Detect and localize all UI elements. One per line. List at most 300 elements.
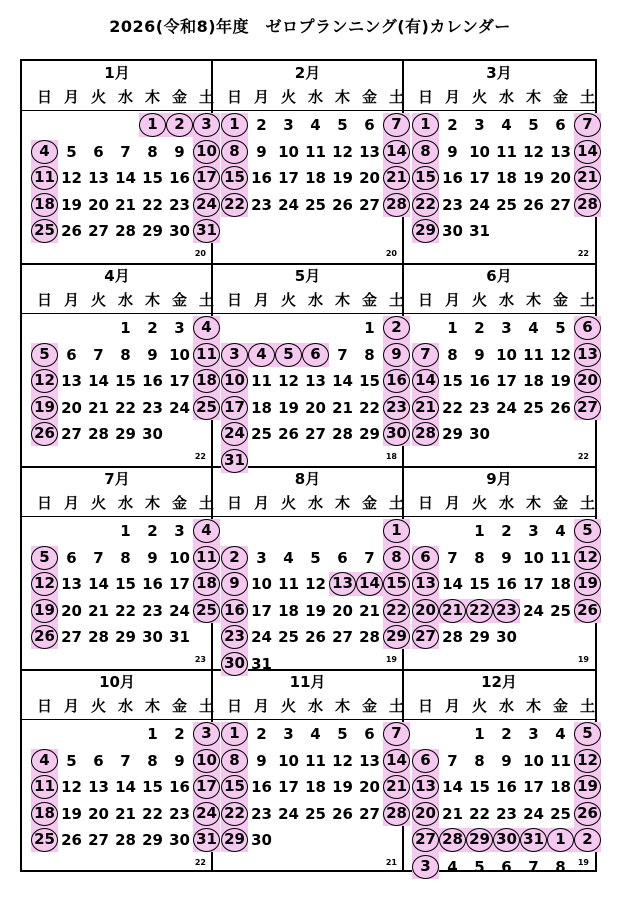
work-date: 2 bbox=[447, 116, 458, 134]
month-title: 4月 bbox=[104, 267, 130, 285]
weekday-header: 土 bbox=[198, 291, 214, 309]
weekday-header: 火 bbox=[280, 697, 296, 715]
work-date: 24 bbox=[169, 398, 190, 417]
weekday-header: 日 bbox=[417, 88, 433, 106]
work-date: 6 bbox=[364, 725, 375, 743]
header-divider bbox=[22, 313, 212, 314]
holiday-date: 12 bbox=[574, 749, 601, 773]
holiday-date: 9 bbox=[383, 343, 410, 367]
work-date: 30 bbox=[469, 425, 490, 443]
work-date: 2 bbox=[501, 725, 512, 743]
work-date: 17 bbox=[496, 372, 517, 390]
holiday-date: 10 bbox=[193, 140, 220, 164]
work-date: 5 bbox=[528, 116, 539, 134]
holiday-date: 15 bbox=[221, 775, 248, 799]
work-date: 12 bbox=[332, 142, 353, 161]
weekday-header: 金 bbox=[361, 697, 377, 715]
work-date: 21 bbox=[115, 195, 136, 214]
holiday-date: 6 bbox=[412, 546, 439, 570]
holiday-date: 24 bbox=[193, 802, 220, 826]
holiday-date: 30 bbox=[383, 422, 410, 446]
weekday-header: 月 bbox=[444, 291, 460, 309]
month-title: 10月 bbox=[99, 673, 135, 691]
holiday-date: 8 bbox=[221, 140, 248, 164]
holiday-date: 18 bbox=[193, 572, 220, 596]
work-date: 8 bbox=[147, 751, 158, 770]
work-date: 27 bbox=[61, 628, 82, 646]
weekday-header: 火 bbox=[280, 494, 296, 512]
weekday-header: 土 bbox=[198, 494, 214, 512]
holiday-date: 2 bbox=[166, 113, 193, 137]
weekday-header: 水 bbox=[117, 88, 133, 106]
work-date: 29 bbox=[142, 831, 163, 849]
work-date: 20 bbox=[332, 601, 353, 620]
work-date: 27 bbox=[332, 628, 353, 646]
holiday-date: 5 bbox=[31, 343, 58, 367]
work-date: 1 bbox=[474, 522, 485, 540]
weekday-header: 木 bbox=[525, 291, 541, 309]
holiday-date: 26 bbox=[31, 422, 58, 446]
holiday-date: 10 bbox=[193, 749, 220, 773]
work-date: 28 bbox=[115, 222, 136, 240]
work-date: 14 bbox=[88, 575, 109, 593]
work-date: 19 bbox=[278, 398, 299, 417]
work-date: 28 bbox=[332, 425, 353, 443]
holiday-date: 23 bbox=[221, 625, 248, 649]
holiday-date: 24 bbox=[193, 193, 220, 217]
month-block bbox=[22, 264, 217, 467]
holiday-date: 3 bbox=[221, 343, 248, 367]
header-divider bbox=[403, 313, 595, 314]
holiday-date: 11 bbox=[193, 546, 220, 570]
work-date: 3 bbox=[474, 116, 485, 134]
workday-count: 20 bbox=[385, 249, 397, 258]
weekday-header: 水 bbox=[498, 494, 514, 512]
work-date: 6 bbox=[555, 116, 566, 134]
weekday-header: 土 bbox=[388, 88, 404, 106]
holiday-date: 13 bbox=[412, 775, 439, 799]
work-date: 24 bbox=[169, 601, 190, 620]
work-date: 1 bbox=[120, 319, 131, 337]
work-date: 27 bbox=[88, 222, 109, 240]
work-date: 27 bbox=[88, 831, 109, 849]
month-block bbox=[403, 61, 598, 264]
work-date: 18 bbox=[278, 601, 299, 620]
work-date: 13 bbox=[359, 142, 380, 161]
holiday-date: 31 bbox=[193, 219, 220, 243]
work-date: 22 bbox=[142, 804, 163, 823]
work-date: 9 bbox=[256, 142, 267, 161]
work-date: 17 bbox=[169, 575, 190, 593]
work-date: 30 bbox=[496, 628, 517, 646]
work-date: 7 bbox=[337, 345, 348, 364]
work-date: 14 bbox=[115, 169, 136, 187]
workday-count: 19 bbox=[385, 655, 397, 664]
work-date: 27 bbox=[359, 804, 380, 823]
work-date: 26 bbox=[61, 831, 82, 849]
weekday-header: 月 bbox=[63, 494, 79, 512]
work-date: 20 bbox=[88, 804, 109, 823]
holiday-date: 3 bbox=[412, 855, 439, 879]
month-title: 12月 bbox=[481, 673, 517, 691]
weekday-header: 月 bbox=[63, 697, 79, 715]
holiday-date: 2 bbox=[574, 828, 601, 852]
holiday-date: 31 bbox=[193, 828, 220, 852]
work-date: 11 bbox=[278, 575, 299, 593]
work-date: 19 bbox=[332, 778, 353, 796]
work-date: 18 bbox=[496, 169, 517, 187]
holiday-date: 28 bbox=[383, 802, 410, 826]
work-date: 24 bbox=[251, 628, 272, 646]
work-date: 25 bbox=[251, 425, 272, 443]
work-date: 6 bbox=[337, 548, 348, 567]
work-date: 12 bbox=[550, 345, 571, 364]
work-date: 20 bbox=[359, 778, 380, 796]
holiday-date: 1 bbox=[221, 113, 248, 137]
work-date: 3 bbox=[528, 522, 539, 540]
weekday-header: 木 bbox=[334, 697, 350, 715]
work-date: 7 bbox=[364, 548, 375, 567]
work-date: 28 bbox=[115, 831, 136, 849]
work-date: 19 bbox=[523, 169, 544, 187]
holiday-date: 20 bbox=[412, 599, 439, 623]
work-date: 29 bbox=[469, 628, 490, 646]
weekday-header: 金 bbox=[552, 494, 568, 512]
weekday-header: 土 bbox=[579, 88, 595, 106]
weekday-header: 土 bbox=[388, 697, 404, 715]
work-date: 25 bbox=[523, 398, 544, 417]
work-date: 29 bbox=[359, 425, 380, 443]
work-date: 15 bbox=[442, 372, 463, 390]
weekday-header: 木 bbox=[334, 494, 350, 512]
holiday-date: 1 bbox=[547, 828, 574, 852]
work-date: 23 bbox=[251, 195, 272, 214]
work-date: 10 bbox=[169, 345, 190, 364]
work-date: 4 bbox=[283, 548, 294, 567]
work-date: 22 bbox=[115, 601, 136, 620]
work-date: 26 bbox=[278, 425, 299, 443]
month-block bbox=[22, 467, 217, 670]
weekday-header: 日 bbox=[417, 494, 433, 512]
holiday-date: 26 bbox=[574, 802, 601, 826]
work-date: 30 bbox=[169, 222, 190, 240]
holiday-date: 28 bbox=[383, 193, 410, 217]
holiday-date: 10 bbox=[221, 369, 248, 393]
header-divider bbox=[212, 719, 403, 720]
work-date: 19 bbox=[61, 195, 82, 214]
work-date: 11 bbox=[305, 142, 326, 161]
holiday-date: 25 bbox=[31, 219, 58, 243]
work-date: 1 bbox=[364, 319, 375, 337]
work-date: 23 bbox=[142, 398, 163, 417]
header-divider bbox=[22, 719, 212, 720]
work-date: 13 bbox=[305, 372, 326, 390]
holiday-date: 18 bbox=[31, 193, 58, 217]
holiday-date: 14 bbox=[383, 140, 410, 164]
work-date: 27 bbox=[61, 425, 82, 443]
weekday-header: 土 bbox=[388, 494, 404, 512]
work-date: 18 bbox=[550, 778, 571, 796]
work-date: 9 bbox=[474, 345, 485, 364]
weekday-header: 金 bbox=[171, 291, 187, 309]
holiday-date: 19 bbox=[31, 396, 58, 420]
month-title: 6月 bbox=[486, 267, 512, 285]
month-block bbox=[212, 61, 407, 264]
weekday-header: 火 bbox=[90, 88, 106, 106]
weekday-header: 日 bbox=[226, 88, 242, 106]
work-date: 21 bbox=[88, 398, 109, 417]
holiday-date: 18 bbox=[193, 369, 220, 393]
workday-count: 19 bbox=[577, 858, 589, 867]
work-date: 13 bbox=[61, 575, 82, 593]
work-date: 16 bbox=[442, 169, 463, 187]
work-date: 28 bbox=[88, 628, 109, 646]
work-date: 26 bbox=[550, 398, 571, 417]
work-date: 6 bbox=[364, 116, 375, 134]
work-date: 14 bbox=[88, 372, 109, 390]
work-date: 17 bbox=[523, 575, 544, 593]
header-divider bbox=[22, 110, 212, 111]
weekday-header: 月 bbox=[253, 88, 269, 106]
work-date: 6 bbox=[93, 751, 104, 770]
work-date: 15 bbox=[469, 575, 490, 593]
workday-count: 22 bbox=[577, 452, 589, 461]
work-date: 5 bbox=[337, 116, 348, 134]
work-date: 4 bbox=[555, 725, 566, 743]
holiday-date: 11 bbox=[193, 343, 220, 367]
work-date: 24 bbox=[278, 195, 299, 214]
work-date: 18 bbox=[523, 372, 544, 390]
work-date: 22 bbox=[115, 398, 136, 417]
work-date: 5 bbox=[474, 857, 485, 876]
holiday-date: 12 bbox=[31, 572, 58, 596]
holiday-date: 23 bbox=[493, 599, 520, 623]
holiday-date: 27 bbox=[412, 625, 439, 649]
holiday-date: 15 bbox=[412, 166, 439, 190]
work-date: 11 bbox=[550, 751, 571, 770]
work-date: 15 bbox=[115, 575, 136, 593]
weekday-header: 月 bbox=[444, 494, 460, 512]
work-date: 13 bbox=[88, 169, 109, 187]
work-date: 17 bbox=[523, 778, 544, 796]
work-date: 7 bbox=[93, 345, 104, 364]
holiday-date: 20 bbox=[574, 369, 601, 393]
work-date: 5 bbox=[66, 142, 77, 161]
work-date: 10 bbox=[169, 548, 190, 567]
work-date: 16 bbox=[142, 372, 163, 390]
month-title: 1月 bbox=[104, 64, 130, 82]
work-date: 7 bbox=[120, 751, 131, 770]
work-date: 19 bbox=[305, 601, 326, 620]
holiday-date: 30 bbox=[493, 828, 520, 852]
work-date: 11 bbox=[523, 345, 544, 364]
holiday-date: 18 bbox=[31, 802, 58, 826]
holiday-date: 23 bbox=[383, 396, 410, 420]
work-date: 22 bbox=[442, 398, 463, 417]
weekday-header: 水 bbox=[117, 494, 133, 512]
work-date: 18 bbox=[550, 575, 571, 593]
work-date: 12 bbox=[305, 575, 326, 593]
work-date: 15 bbox=[142, 778, 163, 796]
weekday-header: 月 bbox=[444, 88, 460, 106]
month-block bbox=[403, 670, 598, 876]
work-date: 20 bbox=[61, 398, 82, 417]
work-date: 16 bbox=[251, 169, 272, 187]
weekday-header: 木 bbox=[144, 494, 160, 512]
header-divider bbox=[212, 313, 403, 314]
work-date: 9 bbox=[147, 548, 158, 567]
work-date: 17 bbox=[469, 169, 490, 187]
holiday-date: 17 bbox=[193, 775, 220, 799]
holiday-date: 12 bbox=[574, 546, 601, 570]
work-date: 28 bbox=[88, 425, 109, 443]
weekday-header: 日 bbox=[226, 291, 242, 309]
weekday-header: 月 bbox=[63, 88, 79, 106]
weekday-header: 土 bbox=[198, 88, 214, 106]
work-date: 9 bbox=[501, 548, 512, 567]
work-date: 26 bbox=[332, 804, 353, 823]
work-date: 17 bbox=[278, 169, 299, 187]
holiday-date: 19 bbox=[31, 599, 58, 623]
weekday-header: 日 bbox=[36, 494, 52, 512]
work-date: 8 bbox=[474, 751, 485, 770]
holiday-date: 7 bbox=[383, 722, 410, 746]
work-date: 11 bbox=[550, 548, 571, 567]
work-date: 18 bbox=[305, 169, 326, 187]
work-date: 27 bbox=[550, 195, 571, 214]
weekday-header: 木 bbox=[334, 291, 350, 309]
work-date: 8 bbox=[147, 142, 158, 161]
work-date: 30 bbox=[169, 831, 190, 849]
weekday-header: 水 bbox=[117, 697, 133, 715]
month-block bbox=[212, 264, 407, 469]
work-date: 23 bbox=[496, 804, 517, 823]
weekday-header: 金 bbox=[361, 494, 377, 512]
work-date: 9 bbox=[147, 345, 158, 364]
work-date: 13 bbox=[359, 751, 380, 770]
work-date: 2 bbox=[501, 522, 512, 540]
work-date: 4 bbox=[310, 116, 321, 134]
work-date: 4 bbox=[310, 725, 321, 743]
work-date: 14 bbox=[115, 778, 136, 796]
work-date: 20 bbox=[61, 601, 82, 620]
work-date: 21 bbox=[359, 601, 380, 620]
work-date: 31 bbox=[469, 222, 490, 240]
work-date: 23 bbox=[142, 601, 163, 620]
work-date: 12 bbox=[523, 142, 544, 161]
work-date: 30 bbox=[442, 222, 463, 240]
holiday-date: 22 bbox=[412, 193, 439, 217]
work-date: 9 bbox=[174, 751, 185, 770]
weekday-header: 金 bbox=[361, 88, 377, 106]
work-date: 24 bbox=[278, 804, 299, 823]
holiday-date: 8 bbox=[383, 546, 410, 570]
month-title: 11月 bbox=[289, 673, 326, 691]
weekday-header: 金 bbox=[361, 291, 377, 309]
work-date: 10 bbox=[469, 142, 490, 161]
work-date: 16 bbox=[169, 169, 190, 187]
work-date: 22 bbox=[142, 195, 163, 214]
month-title: 9月 bbox=[486, 470, 512, 488]
workday-count: 22 bbox=[194, 452, 206, 461]
holiday-date: 28 bbox=[574, 193, 601, 217]
month-title: 3月 bbox=[486, 64, 512, 82]
holiday-date: 17 bbox=[221, 396, 248, 420]
holiday-date: 8 bbox=[221, 749, 248, 773]
work-date: 20 bbox=[88, 195, 109, 214]
month-block bbox=[22, 670, 217, 873]
holiday-date: 5 bbox=[574, 519, 601, 543]
holiday-date: 3 bbox=[193, 722, 220, 746]
weekday-header: 木 bbox=[525, 697, 541, 715]
work-date: 1 bbox=[120, 522, 131, 540]
work-date: 26 bbox=[523, 195, 544, 214]
work-date: 12 bbox=[332, 751, 353, 770]
holiday-date: 25 bbox=[193, 396, 220, 420]
work-date: 23 bbox=[442, 195, 463, 214]
header-divider bbox=[212, 516, 403, 517]
work-date: 8 bbox=[364, 345, 375, 364]
weekday-header: 日 bbox=[417, 291, 433, 309]
month-block bbox=[403, 264, 598, 467]
work-date: 23 bbox=[169, 195, 190, 214]
weekday-header: 木 bbox=[144, 697, 160, 715]
work-date: 26 bbox=[305, 628, 326, 646]
weekday-header: 金 bbox=[171, 697, 187, 715]
work-date: 25 bbox=[278, 628, 299, 646]
work-date: 17 bbox=[278, 778, 299, 796]
work-date: 8 bbox=[120, 345, 131, 364]
work-date: 23 bbox=[469, 398, 490, 417]
work-date: 25 bbox=[496, 195, 517, 214]
work-date: 10 bbox=[523, 548, 544, 567]
holiday-date: 4 bbox=[248, 343, 275, 367]
holiday-date: 20 bbox=[412, 802, 439, 826]
header-divider bbox=[22, 516, 212, 517]
weekday-header: 火 bbox=[90, 291, 106, 309]
work-date: 21 bbox=[332, 398, 353, 417]
work-date: 28 bbox=[442, 628, 463, 646]
work-date: 19 bbox=[332, 169, 353, 187]
work-date: 13 bbox=[550, 142, 571, 161]
work-date: 10 bbox=[278, 751, 299, 770]
holiday-date: 8 bbox=[412, 140, 439, 164]
work-date: 25 bbox=[550, 601, 571, 620]
work-date: 16 bbox=[469, 372, 490, 390]
workday-count: 22 bbox=[577, 249, 589, 258]
weekday-header: 木 bbox=[525, 88, 541, 106]
workday-count: 22 bbox=[194, 858, 206, 867]
work-date: 26 bbox=[332, 195, 353, 214]
work-date: 7 bbox=[447, 751, 458, 770]
work-date: 2 bbox=[147, 522, 158, 540]
work-date: 4 bbox=[528, 319, 539, 337]
work-date: 31 bbox=[251, 654, 272, 673]
holiday-date: 21 bbox=[574, 166, 601, 190]
holiday-date: 2 bbox=[383, 316, 410, 340]
weekday-header: 土 bbox=[388, 291, 404, 309]
work-date: 31 bbox=[169, 628, 190, 646]
header-divider bbox=[403, 516, 595, 517]
weekday-header: 火 bbox=[471, 291, 487, 309]
holiday-date: 27 bbox=[412, 828, 439, 852]
weekday-header: 月 bbox=[253, 291, 269, 309]
holiday-date: 26 bbox=[31, 625, 58, 649]
holiday-date: 13 bbox=[329, 572, 356, 596]
weekday-header: 金 bbox=[171, 494, 187, 512]
work-date: 4 bbox=[501, 116, 512, 134]
weekday-header: 金 bbox=[171, 88, 187, 106]
